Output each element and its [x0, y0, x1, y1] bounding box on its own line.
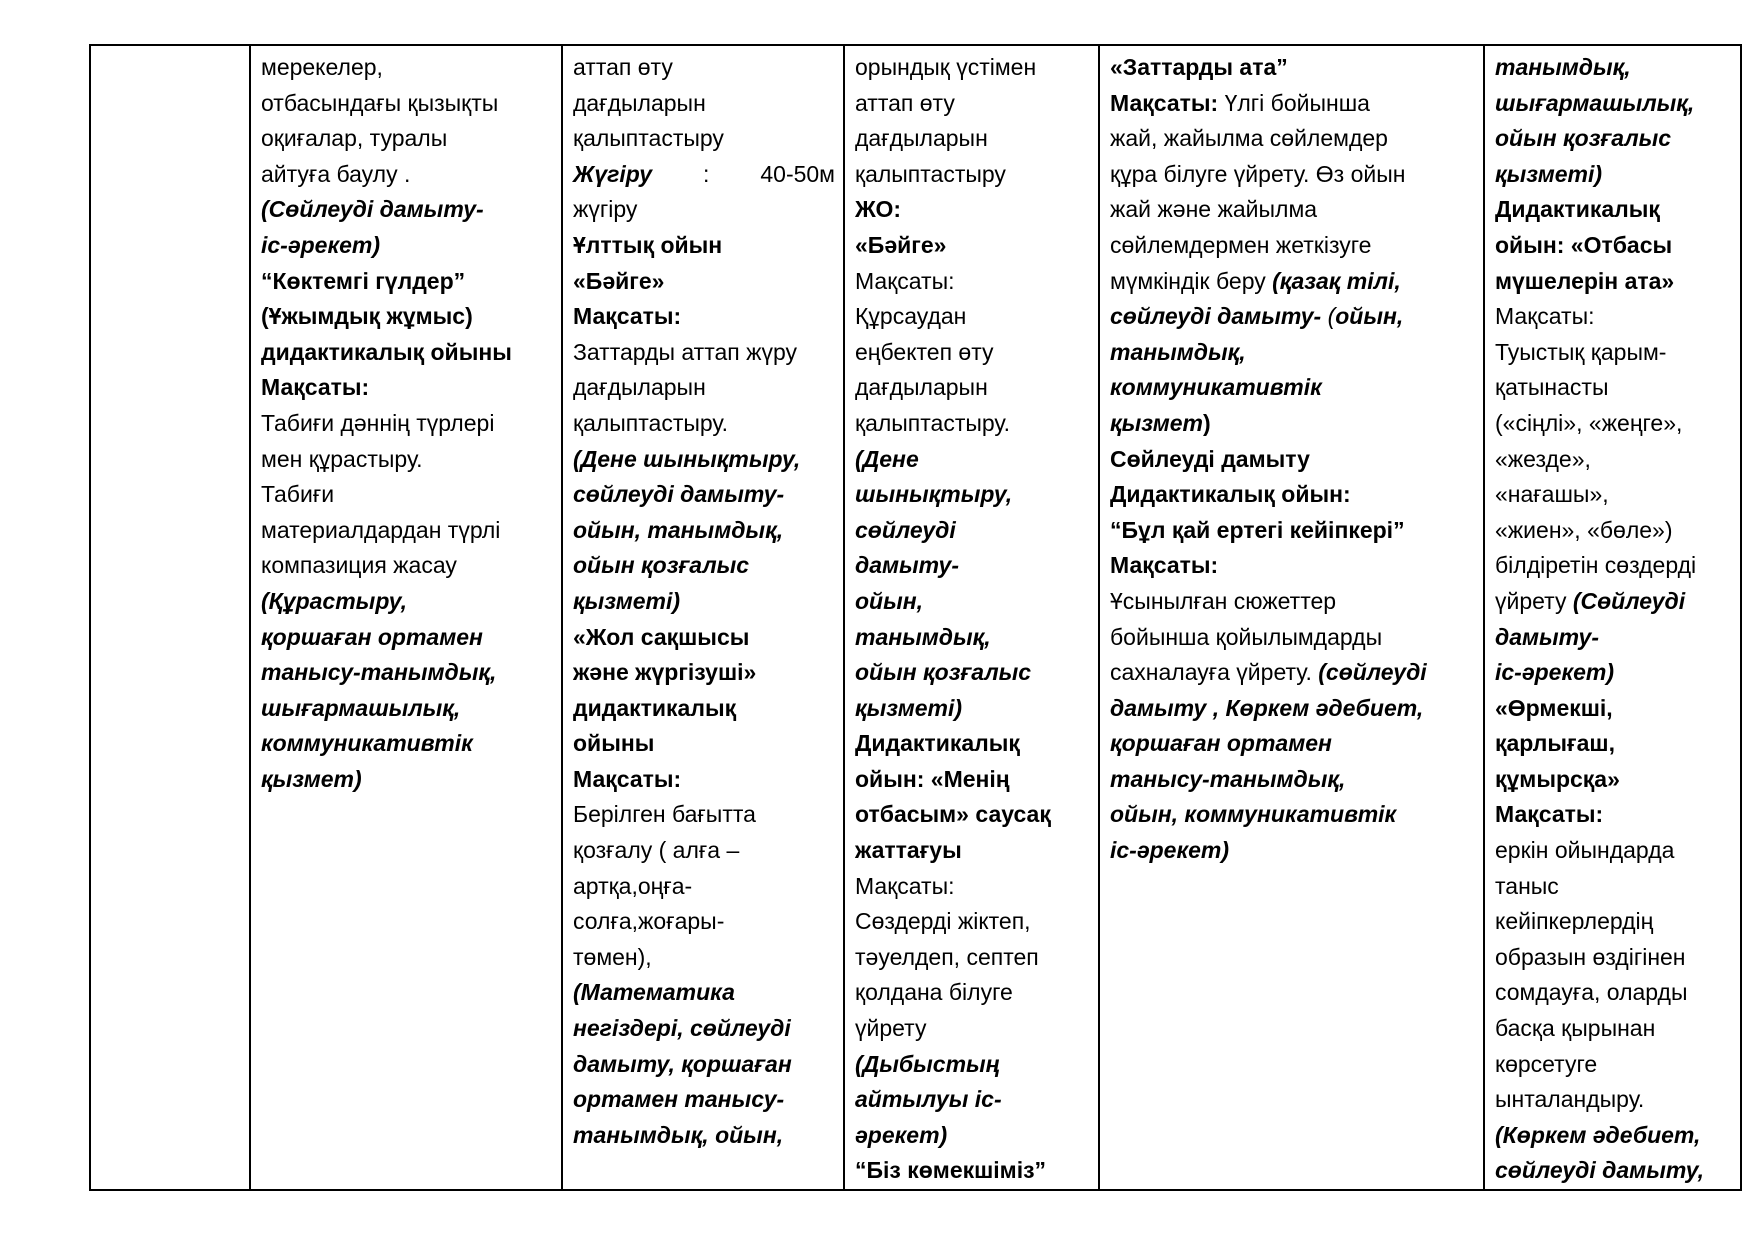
text-line [1495, 299, 1732, 335]
text-run: ойын қозғалыс [855, 659, 1032, 686]
text-run: (Дене шынықтыру, [573, 445, 801, 472]
text-line [1495, 228, 1732, 264]
text-line [1495, 1153, 1732, 1189]
text-run: құмырсқа» [1495, 765, 1620, 792]
text-run: ( [1327, 303, 1336, 330]
text-run: (Дыбыстың [855, 1050, 1000, 1077]
text-run: іс-әрекет) [1495, 659, 1615, 686]
text-run: Сөйлеуді дамыту [1110, 445, 1310, 472]
text-run: ойын қозғалыс [1495, 125, 1672, 152]
text-line [1495, 406, 1732, 442]
text-run: тәуелдеп, септеп [855, 943, 1039, 970]
text-line [573, 370, 835, 406]
text-line [573, 762, 835, 798]
text-line [855, 406, 1090, 442]
text-run: Сөздерді жіктеп, [855, 908, 1031, 935]
text-run: сомдауға, оларды [1495, 979, 1688, 1006]
text-line [573, 121, 835, 157]
text-line [573, 442, 835, 478]
text-run: жай, жайылма сөйлемдер [1110, 125, 1388, 152]
text-line [1495, 904, 1732, 940]
text-line [261, 335, 553, 371]
text-run: ойын, [855, 587, 924, 614]
text-run: солға,жоғары- [573, 908, 725, 935]
text-line [855, 726, 1090, 762]
text-run: дағдыларын [855, 374, 988, 401]
text-line [573, 584, 835, 620]
text-line [573, 86, 835, 122]
text-run: «Өрмекші, [1495, 694, 1613, 721]
text-run: кейіпкерлердің [1495, 908, 1654, 935]
text-line [1110, 335, 1475, 371]
text-run: ойын қозғалыс [573, 552, 750, 579]
text-line [1110, 157, 1475, 193]
text-run: жай және жайылма [1110, 196, 1318, 223]
text-run: ынталандыру. [1495, 1086, 1645, 1113]
text-line [1110, 691, 1475, 727]
text-line [261, 264, 553, 300]
text-line [261, 513, 553, 549]
text-run: «жиен», «бөле») [1495, 516, 1673, 543]
text-run: : [703, 160, 710, 187]
text-run: ортамен танысу- [573, 1086, 785, 1113]
text-run: шығармашылық, [1495, 89, 1695, 116]
text-line [573, 157, 835, 193]
text-run: дидактикалық ойыны [261, 338, 512, 365]
text-line [1495, 1047, 1732, 1083]
text-line [1110, 86, 1475, 122]
text-run: ) [1203, 409, 1211, 436]
text-run: Жүгіру [573, 160, 653, 187]
text-run: орындық үстімен [855, 54, 1037, 80]
text-run: «Бәйге» [855, 231, 947, 258]
table-cell-activity [250, 45, 562, 1190]
text-line [1495, 833, 1732, 869]
text-line [261, 477, 553, 513]
table-cell-empty [90, 45, 250, 1190]
text-run: Құрсаудан [855, 303, 967, 330]
text-run: ойын, танымдық, [573, 516, 784, 543]
text-line [1495, 548, 1732, 584]
text-line [855, 442, 1090, 478]
text-line [855, 513, 1090, 549]
lesson-plan-table [89, 44, 1742, 1191]
text-line [261, 299, 553, 335]
text-line [573, 940, 835, 976]
text-run: аттап өту [855, 89, 955, 116]
text-run: Туыстық қарым- [1495, 338, 1667, 365]
text-run: (сөйлеуді [1318, 659, 1427, 686]
text-line [855, 264, 1090, 300]
text-line [573, 691, 835, 727]
text-line [1110, 299, 1475, 335]
text-run: дамыту, қоршаған [573, 1050, 792, 1077]
text-run: (Көркем әдебиет, [1495, 1121, 1701, 1148]
text-line [573, 975, 835, 1011]
text-run: әрекет) [855, 1121, 948, 1148]
text-line [855, 655, 1090, 691]
text-run: және жүргізуші» [573, 659, 757, 686]
text-run: Мақсаты: [855, 267, 955, 294]
text-line [1495, 726, 1732, 762]
text-run: ойын: «Отбасы [1495, 231, 1673, 258]
text-line [573, 50, 835, 86]
text-line [855, 833, 1090, 869]
text-line [573, 513, 835, 549]
text-line [1495, 940, 1732, 976]
text-line [855, 584, 1090, 620]
text-line [573, 904, 835, 940]
text-line [573, 620, 835, 656]
text-line [855, 1118, 1090, 1154]
text-run: бойынша қойылымдарды [1110, 623, 1383, 650]
text-run: дамыту- [1495, 623, 1599, 650]
text-line [1495, 869, 1732, 905]
text-line [1110, 477, 1475, 513]
text-line [855, 1047, 1090, 1083]
text-line [855, 975, 1090, 1011]
text-line [855, 691, 1090, 727]
text-line [261, 157, 553, 193]
text-run: Үлгі бойынша [1224, 89, 1370, 116]
text-run: (Ұжымдық жұмыс) [261, 303, 473, 330]
text-run: іс-әрекет) [261, 231, 381, 258]
text-line [573, 797, 835, 833]
text-line [1110, 370, 1475, 406]
text-line [855, 477, 1090, 513]
text-run: Мақсаты: [261, 374, 370, 401]
text-run: сөйлеуді дамыту- [573, 481, 785, 508]
text-line [1110, 548, 1475, 584]
text-line [1110, 833, 1475, 869]
text-run: дағдыларын [855, 125, 988, 152]
text-line [1495, 50, 1732, 86]
text-line [573, 192, 835, 228]
text-run: Мақсаты: [573, 303, 682, 330]
text-line [855, 299, 1090, 335]
text-line [573, 228, 835, 264]
text-line [1110, 192, 1475, 228]
table-cell-activity [844, 45, 1099, 1190]
text-run: ойын, [1335, 303, 1404, 330]
text-line [855, 228, 1090, 264]
text-run: танысу-танымдық, [261, 659, 497, 686]
text-line [1495, 620, 1732, 656]
text-run: (қазақ тілі, [1272, 267, 1401, 294]
text-run: айтуға баулу . [261, 160, 411, 187]
text-line [261, 584, 553, 620]
text-line [1110, 726, 1475, 762]
text-run: Заттарды аттап жүру [573, 338, 798, 365]
text-line [261, 442, 553, 478]
text-run: Мақсаты: [855, 872, 955, 899]
text-line [261, 620, 553, 656]
text-run: еңбектеп өту [855, 338, 994, 365]
text-line [855, 797, 1090, 833]
text-run: танымдық, [855, 623, 991, 650]
text-run: «Заттарды ата” [1110, 54, 1288, 80]
text-run: мерекелер, [261, 54, 383, 80]
text-run: (Сөйлеуді [1572, 587, 1686, 614]
text-run: басқа қырынан [1495, 1015, 1656, 1042]
text-run: дамыту- [855, 552, 959, 579]
text-line [1110, 406, 1475, 442]
text-run: материалдардан түрлі [261, 516, 501, 543]
text-line [1495, 691, 1732, 727]
text-run: Дидактикалық ойын: [1110, 481, 1351, 508]
text-run: мен құрастыру. [261, 445, 423, 472]
text-run: отбасындағы қызықты [261, 89, 499, 116]
text-run: қалыптастыру. [855, 409, 1011, 436]
text-run: қалыптастыру. [573, 409, 729, 436]
text-run: қызметі) [1495, 160, 1603, 187]
text-line [1110, 620, 1475, 656]
text-line [261, 192, 553, 228]
text-run: жүгіру [573, 196, 638, 223]
text-run: оқиғалар, туралы [261, 125, 448, 152]
text-run: 40-50м [760, 160, 835, 187]
text-run: құра білуге үйрету. Өз ойын [1110, 160, 1406, 187]
text-run: Мақсаты: [573, 765, 682, 792]
text-run: “Бұл қай ертегі кейіпкері” [1110, 516, 1405, 543]
text-line [1110, 797, 1475, 833]
text-line [1110, 513, 1475, 549]
text-run: Дидактикалық [1495, 196, 1660, 223]
text-line [1495, 797, 1732, 833]
text-line [261, 228, 553, 264]
text-run: «Бәйге» [573, 267, 665, 294]
text-run: еркін ойындарда [1495, 837, 1675, 864]
text-line [855, 904, 1090, 940]
text-line [1495, 975, 1732, 1011]
text-run: танымдық, [1110, 338, 1246, 365]
text-line [1495, 86, 1732, 122]
text-line [573, 406, 835, 442]
text-line [261, 406, 553, 442]
text-line [573, 299, 835, 335]
text-line [261, 121, 553, 157]
text-line [1110, 762, 1475, 798]
text-run: қалыптастыру [573, 125, 724, 152]
text-run: мүмкіндік беру [1110, 267, 1273, 294]
text-run: үйрету [855, 1015, 927, 1042]
text-run: Мақсаты: [1110, 89, 1225, 116]
text-line [261, 655, 553, 691]
text-run: төмен), [573, 943, 652, 970]
text-line [1495, 584, 1732, 620]
text-line [1110, 50, 1475, 86]
text-run: Табиғи [261, 481, 335, 508]
text-line [573, 264, 835, 300]
text-line [855, 620, 1090, 656]
text-line [1495, 477, 1732, 513]
text-line [1495, 1082, 1732, 1118]
text-line [1110, 655, 1475, 691]
text-line [855, 1082, 1090, 1118]
text-line [855, 1153, 1090, 1189]
text-run: (Математика [573, 979, 735, 1006]
text-line [573, 726, 835, 762]
text-line [855, 50, 1090, 86]
text-run: сөйлемдермен жеткізуге [1110, 231, 1372, 258]
text-line [1495, 370, 1732, 406]
text-run: Мақсаты: [1110, 552, 1219, 579]
text-run: қоршаған ортамен [1110, 730, 1332, 757]
text-run: «жезде», [1495, 445, 1591, 472]
text-line [261, 86, 553, 122]
table-cell-activity [1484, 45, 1741, 1190]
text-run: дидактикалық [573, 694, 737, 721]
text-line [855, 370, 1090, 406]
text-run: шығармашылық, [261, 694, 461, 721]
text-line [1495, 121, 1732, 157]
text-run: таныс [1495, 872, 1559, 899]
text-line [573, 477, 835, 513]
text-run: мүшелерін ата» [1495, 267, 1675, 294]
text-line [573, 1011, 835, 1047]
text-run: («сіңлі», «жеңге», [1495, 409, 1683, 436]
text-run: негіздері, сөйлеуді [573, 1015, 791, 1042]
text-run: үйрету [1495, 587, 1573, 614]
text-line [1495, 264, 1732, 300]
text-run: коммуникативтік [1110, 374, 1322, 401]
text-run: Мақсаты: [1495, 303, 1595, 330]
text-run: дағдыларын [573, 374, 706, 401]
text-line [855, 869, 1090, 905]
text-run: көрсетуге [1495, 1050, 1598, 1077]
text-line [261, 370, 553, 406]
text-line [573, 335, 835, 371]
text-run: (Құрастыру, [261, 587, 408, 614]
text-line [855, 762, 1090, 798]
text-line [573, 833, 835, 869]
text-line [1495, 335, 1732, 371]
text-line [1110, 264, 1475, 300]
text-run: дағдыларын [573, 89, 706, 116]
text-line [573, 869, 835, 905]
text-run: қызметі) [573, 587, 681, 614]
text-run: қарлығаш, [1495, 730, 1615, 757]
text-run: жаттағуы [855, 837, 962, 864]
text-line [573, 1047, 835, 1083]
text-run: Дидактикалық [855, 730, 1020, 757]
text-run: қолдана білуге [855, 979, 1013, 1006]
text-line [261, 548, 553, 584]
text-line [1495, 442, 1732, 478]
text-line [1495, 157, 1732, 193]
text-run: қоршаған ортамен [261, 623, 483, 650]
text-run: Ұсынылған сюжеттер [1110, 587, 1337, 614]
text-run: сөйлеуді дамыту- [1110, 303, 1328, 330]
text-run: қызметі) [855, 694, 963, 721]
text-line [261, 691, 553, 727]
text-line [855, 940, 1090, 976]
text-run: Табиғи дәннің түрлері [261, 409, 495, 436]
text-run: артқа,оңға- [573, 872, 693, 899]
text-line [261, 50, 553, 86]
text-run: (Сөйлеуді дамыту- [261, 196, 484, 223]
text-run: қатынасты [1495, 374, 1609, 401]
text-line [573, 1118, 835, 1154]
text-line [855, 335, 1090, 371]
text-run: Мақсаты: [1495, 801, 1604, 828]
text-run: образын өздігінен [1495, 943, 1686, 970]
text-run: қозғалу ( алға – [573, 837, 740, 864]
text-run: дамыту , Көркем әдебиет, [1110, 694, 1424, 721]
text-run: сөйлеуді [855, 516, 956, 543]
text-line [1110, 121, 1475, 157]
text-run: компазиция жасау [261, 552, 457, 579]
text-line [1495, 762, 1732, 798]
text-run: қалыптастыру [855, 160, 1006, 187]
text-run: коммуникативтік [261, 730, 473, 757]
text-run: қызмет [1110, 409, 1203, 436]
text-line [261, 762, 553, 798]
text-run: «Жол сақшысы [573, 623, 750, 650]
text-run: «нағашы», [1495, 481, 1609, 508]
text-line [855, 121, 1090, 157]
text-line [1495, 655, 1732, 691]
text-run: ойын, коммуникативтік [1110, 801, 1397, 828]
text-line [573, 548, 835, 584]
text-run: (Дене [855, 445, 919, 472]
text-line [261, 726, 553, 762]
text-line [573, 1082, 835, 1118]
table-cell-activity [1099, 45, 1484, 1190]
text-line [855, 86, 1090, 122]
text-run: іс-әрекет) [1110, 837, 1230, 864]
text-line [1495, 1118, 1732, 1154]
text-line [855, 192, 1090, 228]
text-line [1495, 192, 1732, 228]
text-line [855, 157, 1090, 193]
text-run: сөйлеуді дамыту, [1495, 1157, 1705, 1184]
text-line [1110, 584, 1475, 620]
text-line [1495, 513, 1732, 549]
text-run: білдіретін сөздерді [1495, 552, 1697, 579]
text-line [855, 548, 1090, 584]
text-run: танымдық, [1495, 54, 1631, 80]
text-run: ойын: «Менің [855, 765, 1010, 792]
text-run: аттап өту [573, 54, 673, 80]
table-cell-activity [562, 45, 844, 1190]
text-line [855, 1011, 1090, 1047]
text-line [1495, 1011, 1732, 1047]
text-line [573, 655, 835, 691]
text-run: танымдық, ойын, [573, 1121, 784, 1148]
text-run: Ұлттық ойын [573, 231, 723, 258]
text-line [1110, 228, 1475, 264]
text-run: шынықтыру, [855, 481, 1013, 508]
text-run: ЖО: [855, 196, 902, 223]
text-run: ойыны [573, 730, 655, 757]
text-run: отбасым» саусақ [855, 801, 1051, 828]
text-run: айтылуы іс- [855, 1086, 1002, 1113]
text-run: Берілген бағытта [573, 801, 756, 828]
text-run: “Көктемгі гүлдер” [261, 267, 466, 294]
text-run: қызмет) [261, 765, 362, 792]
text-run: танысу-танымдық, [1110, 765, 1346, 792]
text-line [1110, 442, 1475, 478]
text-run: сахналауға үйрету. [1110, 659, 1319, 686]
text-run: “Біз көмекшіміз” [855, 1157, 1047, 1184]
table-row [90, 45, 1741, 1190]
